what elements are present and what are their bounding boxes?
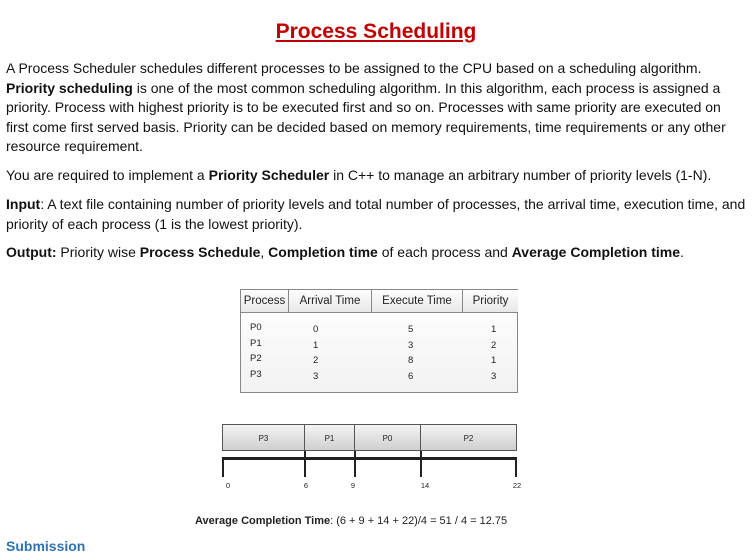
table-cell: 3 <box>491 370 497 382</box>
gantt-tick <box>304 451 306 477</box>
table-cell: 2 <box>491 339 497 351</box>
table-cell: P3 <box>250 368 262 380</box>
average-label: Average Completion Time <box>195 515 331 527</box>
task-text-2: in C++ to manage an arbitrary number of priority levels (1-N). <box>329 167 712 183</box>
table-column-execute <box>408 322 413 384</box>
table-cell: 5 <box>408 324 414 335</box>
table-cell: 2 <box>313 355 319 366</box>
gantt-axis <box>222 457 517 460</box>
table-header-priority: Priority <box>463 290 518 313</box>
table-column-arrival <box>313 322 318 384</box>
table-cell: P2 <box>250 353 262 364</box>
gantt-tick-label: 22 <box>512 481 522 490</box>
task-paragraph <box>6 166 746 186</box>
output-paragraph <box>6 243 746 263</box>
table-cell: 1 <box>491 355 497 366</box>
table-column-process <box>250 320 262 382</box>
average-completion-time <box>195 515 507 527</box>
task-bold-priority-scheduler: Priority Scheduler <box>208 167 330 183</box>
gantt-block-p1: P1 <box>304 424 355 451</box>
table-header-execute: Execute Time <box>372 290 463 313</box>
gantt-tick-label: 14 <box>420 481 430 490</box>
output-bold-average-completion: Average Completion time <box>511 244 681 260</box>
gantt-tick <box>515 457 517 477</box>
table-cell: 8 <box>408 355 414 366</box>
table-cell: 1 <box>491 324 497 335</box>
intro-text-2: is one of the most common scheduling algorithm. In this algorithm, each process is assigned a priority. Process with highest priority is to be executed first and so on. Processes with same priority are executed on first come first served basis. Priority can be decided based on memory requirements, time requirements or any other resource requirement. <box>6 79 726 154</box>
table-column-priority <box>491 322 496 384</box>
gantt-tick <box>354 451 356 477</box>
output-text-3: of each process and <box>377 244 512 260</box>
gantt-tick-label: 6 <box>303 481 309 490</box>
output-text-1: Priority wise <box>56 244 140 260</box>
output-text-4: . <box>680 244 684 260</box>
task-text-1: You are required to implement a <box>6 167 209 183</box>
table-cell: 3 <box>408 339 414 351</box>
input-text: : A text file containing number of priority levels and total number of processes, the arrival time, execution time, and priority of each process (1 is the lowest priority). <box>6 196 746 232</box>
table-cell: P0 <box>250 322 262 333</box>
output-bold-completion-time: Completion time <box>268 244 378 260</box>
intro-text-1: A Process Scheduler schedules different processes to be assigned to the CPU based on a scheduling algorithm. <box>6 60 702 76</box>
page-title: Process Scheduling <box>275 20 477 43</box>
gantt-block-p3: P3 <box>222 424 305 451</box>
intro-paragraph <box>6 59 746 157</box>
gantt-tick-label: 0 <box>225 481 231 490</box>
table-cell: 0 <box>313 324 319 335</box>
process-table <box>240 289 518 393</box>
next-section-heading: Submission <box>6 538 86 554</box>
output-text-2: , <box>260 244 269 260</box>
intro-bold-priority-scheduling: Priority scheduling <box>6 79 133 96</box>
input-label: Input <box>6 196 41 212</box>
gantt-block-p2: P2 <box>420 424 517 451</box>
table-cell: 6 <box>408 370 414 382</box>
gantt-tick <box>420 451 422 477</box>
average-value: : (6 + 9 + 14 + 22)/4 = 51 / 4 = 12.75 <box>330 515 508 527</box>
table-header-process: Process <box>241 290 289 313</box>
table-cell: 3 <box>313 370 319 382</box>
table-header-arrival: Arrival Time <box>289 290 372 313</box>
output-bold-process-schedule: Process Schedule <box>139 244 261 260</box>
table-cell: P1 <box>250 337 262 349</box>
gantt-block-p0: P0 <box>354 424 421 451</box>
gantt-tick <box>222 457 224 477</box>
output-label: Output: <box>6 244 57 260</box>
table-cell: 1 <box>313 339 319 351</box>
gantt-tick-label: 9 <box>350 481 356 490</box>
input-paragraph <box>6 195 746 234</box>
